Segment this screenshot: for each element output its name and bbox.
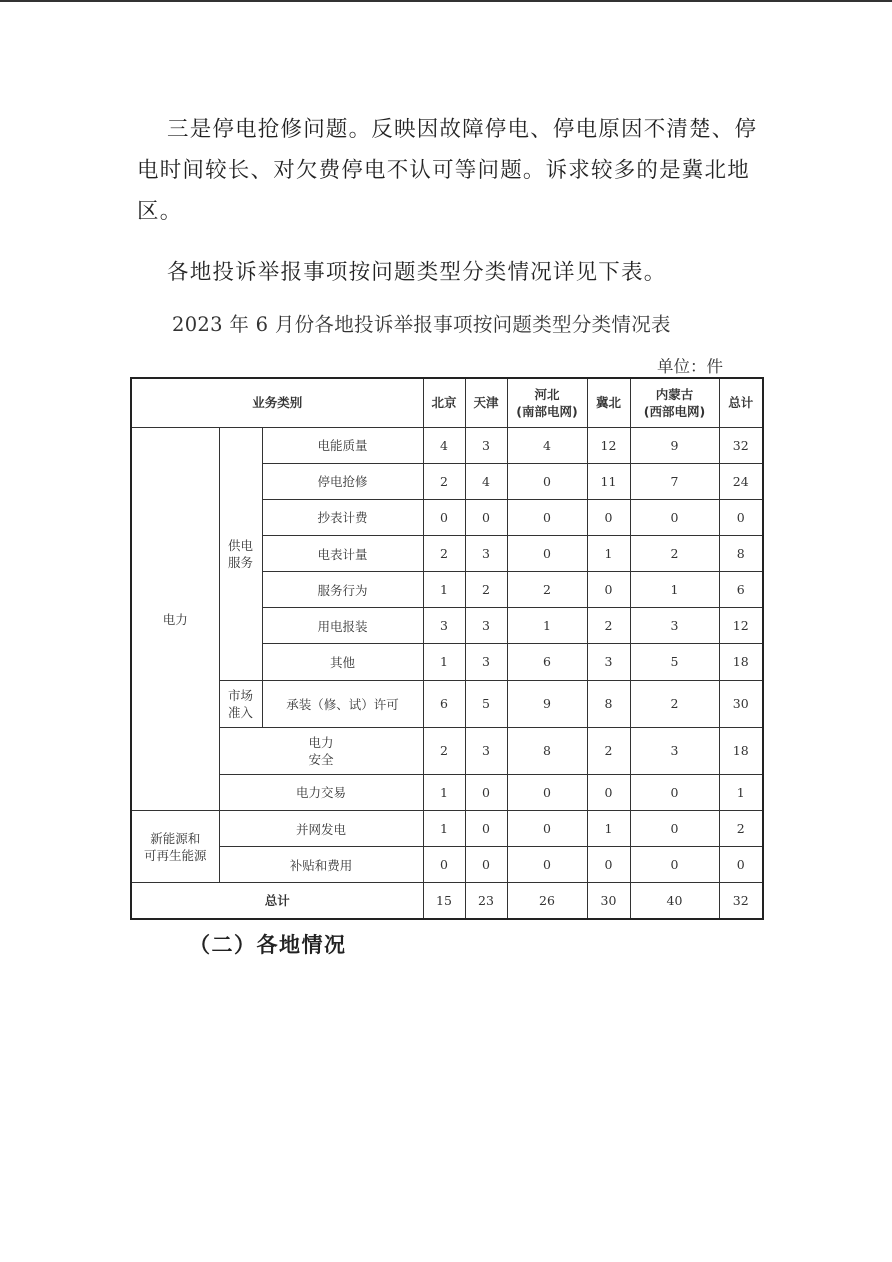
- group-renewable: [131, 811, 219, 883]
- cell-value: 2: [587, 727, 630, 774]
- safety-line2: 安全: [308, 751, 334, 767]
- cell-value: 4: [465, 463, 507, 499]
- cell-value: 0: [507, 536, 587, 572]
- table-header-row: [131, 378, 763, 427]
- cell-value: 0: [587, 499, 630, 535]
- cell-value: 11: [587, 463, 630, 499]
- row-label: 承装（修、试）许可: [262, 680, 423, 727]
- cell-value: 0: [507, 499, 587, 535]
- cell-value: 9: [630, 427, 719, 463]
- cell-value: 0: [507, 774, 587, 810]
- header-neimenggu-name: 内蒙古: [655, 386, 694, 402]
- cell-value: 0: [630, 499, 719, 535]
- table-unit: 单位：件: [657, 357, 723, 376]
- cell-value: 0: [423, 847, 465, 883]
- header-hebei-sub: (南部电网): [516, 403, 578, 419]
- cell-value: 32: [719, 427, 763, 463]
- cell-value: 3: [465, 644, 507, 680]
- group-power: 电力: [131, 427, 219, 810]
- cell-value: 1: [587, 811, 630, 847]
- cell-value: 24: [719, 463, 763, 499]
- total-value: 32: [719, 883, 763, 919]
- cell-value: 0: [719, 847, 763, 883]
- cell-value: 1: [423, 811, 465, 847]
- table-row: [131, 727, 763, 774]
- complaint-category-table: [130, 377, 764, 920]
- cell-value: 1: [587, 536, 630, 572]
- row-label: 停电抢修: [262, 463, 423, 499]
- cell-value: 1: [719, 774, 763, 810]
- cell-value: 0: [630, 811, 719, 847]
- group-supply-line1: 供电: [227, 537, 253, 553]
- cell-value: 0: [465, 847, 507, 883]
- cell-value: 3: [465, 608, 507, 644]
- total-value: 15: [423, 883, 465, 919]
- header-total: 总计: [719, 378, 763, 427]
- cell-value: 8: [719, 536, 763, 572]
- cell-value: 5: [630, 644, 719, 680]
- cell-value: 18: [719, 727, 763, 774]
- cell-value: 3: [630, 608, 719, 644]
- row-label: 电表计量: [262, 536, 423, 572]
- table-row: [131, 774, 763, 810]
- total-value: 30: [587, 883, 630, 919]
- cell-value: 1: [630, 572, 719, 608]
- cell-value: 8: [507, 727, 587, 774]
- cell-value: 3: [465, 427, 507, 463]
- cell-value: 8: [587, 680, 630, 727]
- group-market-line1: 市场: [227, 687, 253, 703]
- group-renewable-line2: 可再生能源: [143, 847, 207, 863]
- cell-value: 6: [423, 680, 465, 727]
- row-label-safety: [219, 727, 423, 774]
- cell-value: 3: [630, 727, 719, 774]
- cell-value: 3: [465, 727, 507, 774]
- group-market-line2: 准入: [227, 704, 253, 720]
- header-beijing: 北京: [423, 378, 465, 427]
- group-renewable-line1: 新能源和: [150, 830, 201, 846]
- header-hebei: [507, 378, 587, 427]
- cell-value: 2: [587, 608, 630, 644]
- cell-value: 4: [507, 427, 587, 463]
- table-row: [131, 427, 763, 463]
- paragraph-outage-repair: [137, 109, 762, 232]
- total-value: 26: [507, 883, 587, 919]
- cell-value: 2: [423, 463, 465, 499]
- cell-value: 3: [423, 608, 465, 644]
- group-supply-line2: 服务: [227, 554, 253, 570]
- total-label: 总计: [131, 883, 423, 919]
- cell-value: 1: [423, 572, 465, 608]
- cell-value: 0: [587, 572, 630, 608]
- row-label: 电能质量: [262, 427, 423, 463]
- cell-value: 2: [423, 536, 465, 572]
- cell-value: 0: [465, 811, 507, 847]
- cell-value: 0: [507, 811, 587, 847]
- cell-value: 0: [465, 499, 507, 535]
- row-label: 用电报装: [262, 608, 423, 644]
- header-tianjin: 天津: [465, 378, 507, 427]
- row-label: 其他: [262, 644, 423, 680]
- paragraph-table-intro: [137, 252, 762, 293]
- row-label: 并网发电: [219, 811, 423, 847]
- header-neimenggu-sub: (西部电网): [643, 403, 706, 419]
- cell-value: 7: [630, 463, 719, 499]
- cell-value: 2: [423, 727, 465, 774]
- header-neimenggu: [630, 378, 719, 427]
- row-label: 补贴和费用: [219, 847, 423, 883]
- table-row: [131, 811, 763, 847]
- cell-value: 18: [719, 644, 763, 680]
- cell-value: 1: [423, 774, 465, 810]
- cell-value: 30: [719, 680, 763, 727]
- cell-value: 0: [719, 499, 763, 535]
- cell-value: 4: [423, 427, 465, 463]
- cell-value: 0: [630, 774, 719, 810]
- total-value: 23: [465, 883, 507, 919]
- cell-value: 0: [507, 847, 587, 883]
- group-supply-service: [219, 427, 262, 680]
- cell-value: 2: [630, 680, 719, 727]
- cell-value: 3: [465, 536, 507, 572]
- row-label: 电力交易: [219, 774, 423, 810]
- header-category: 业务类别: [131, 378, 423, 427]
- cell-value: 0: [587, 847, 630, 883]
- table-total-row: [131, 883, 763, 919]
- cell-value: 6: [719, 572, 763, 608]
- cell-value: 1: [423, 644, 465, 680]
- cell-value: 3: [587, 644, 630, 680]
- cell-value: 2: [465, 572, 507, 608]
- cell-value: 0: [423, 499, 465, 535]
- table-row: [131, 680, 763, 727]
- cell-value: 2: [630, 536, 719, 572]
- cell-value: 1: [507, 608, 587, 644]
- cell-value: 9: [507, 680, 587, 727]
- safety-line1: 电力: [308, 734, 334, 750]
- cell-value: 2: [719, 811, 763, 847]
- cell-value: 5: [465, 680, 507, 727]
- row-label: 服务行为: [262, 572, 423, 608]
- cell-value: 12: [587, 427, 630, 463]
- table-row: [131, 847, 763, 883]
- cell-value: 0: [465, 774, 507, 810]
- cell-value: 6: [507, 644, 587, 680]
- cell-value: 0: [507, 463, 587, 499]
- total-value: 40: [630, 883, 719, 919]
- cell-value: 12: [719, 608, 763, 644]
- cell-value: 0: [630, 847, 719, 883]
- paragraph-text: 各地投诉举报事项按问题类型分类情况详见下表。: [167, 260, 667, 285]
- cell-value: 2: [507, 572, 587, 608]
- table-caption: 2023 年 6 月份各地投诉举报事项按问题类型分类情况表: [172, 313, 671, 336]
- cell-value: 0: [587, 774, 630, 810]
- row-label: 抄表计费: [262, 499, 423, 535]
- group-market-access: [219, 680, 262, 727]
- header-hebei-name: 河北: [534, 386, 560, 402]
- section-heading: （二）各地情况: [189, 932, 347, 957]
- header-jibei: 冀北: [587, 378, 630, 427]
- page-top-border: [0, 0, 892, 2]
- paragraph-text: 三是停电抢修问题。反映因故障停电、停电原因不清楚、停电时间较长、对欠费停电不认可等问题。诉求较多的是冀北地区。: [137, 117, 758, 224]
